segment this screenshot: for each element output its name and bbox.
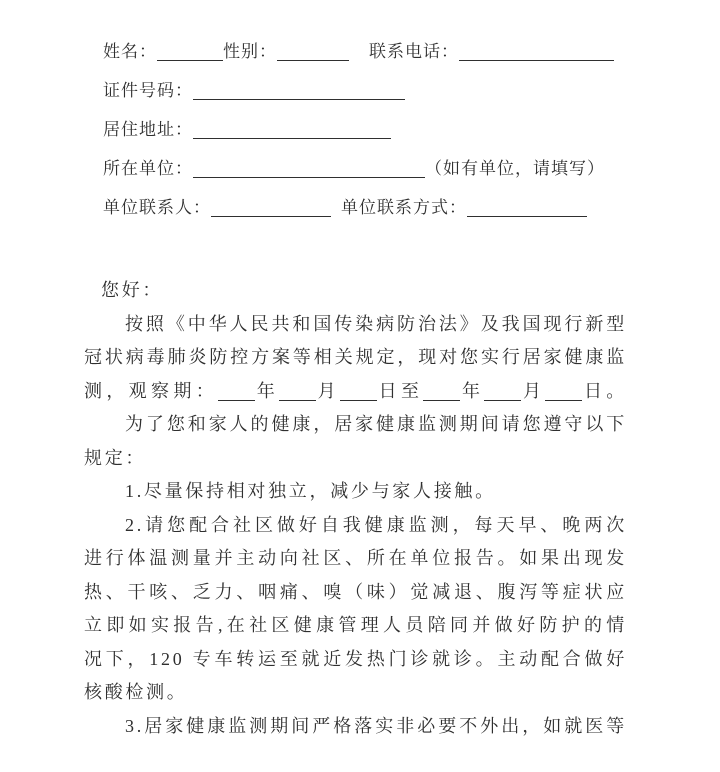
date-blank [484,400,521,401]
doc-line: 进行体温测量并主动向社区、所在单位报告。如果出现发 [84,548,627,568]
year-label: 年 [460,380,485,401]
form-row-address [103,110,720,149]
employer-note: （如有单位，请填写） [425,159,605,178]
name-blank [157,60,223,61]
form-row-employer-contact [103,188,720,227]
form-row-name-gender-phone [103,32,720,71]
notice-body [84,274,627,743]
month-label: 月 [316,380,341,401]
employer-contact-method-label: 单位联系方式： [341,198,467,217]
doc-line: 热、干咳、乏力、咽痛、嗅（味）觉减退、腹泻等症状应 [84,581,627,602]
observation-period-line [84,375,627,409]
employer-blank [193,177,425,178]
day-to-label: 日至 [377,380,424,401]
id-number-label: 证件号码： [103,81,193,100]
gender-label: 性别： [223,42,277,61]
rule-item-3: 3.居家健康监测期间严格落实非必要不外出，如就医等 [125,715,627,736]
doc-line: 为了您和家人的健康，居家健康监测期间请您遵守以下 [125,414,627,434]
doc-line: 冠状病毒肺炎防控方案等相关规定，现对您实行居家健康监 [84,347,627,367]
employer-label: 所在单位： [103,159,193,178]
doc-line: 规定： [84,447,147,468]
employer-contact-blank [211,216,331,217]
date-blank [545,400,582,401]
address-label: 居住地址： [103,120,193,139]
id-number-blank [193,99,405,100]
date-blank [218,400,255,401]
employer-contact-label: 单位联系人： [103,198,211,217]
phone-blank [459,60,614,61]
doc-line: 按照《中华人民共和国传染病防治法》及我国现行新型 [125,313,627,334]
phone-label: 联系电话： [369,42,459,61]
day-end-label: 日。 [582,380,627,401]
observation-prefix: 测，观察期： [84,380,219,401]
rule-item-1: 1.尽量保持相对独立，减少与家人接触。 [125,481,496,501]
month-label: 月 [521,380,546,401]
doc-line: 立即如实报告,在社区健康管理人员陪同并做好防护的情 [84,615,627,635]
date-blank [340,400,377,401]
employer-contact-method-blank [467,216,587,217]
date-blank [279,400,316,401]
doc-line: 况下，120 专车转运至就近发热门诊就诊。主动配合做好 [84,648,627,669]
form-row-id-number [103,71,720,110]
form-row-employer [103,149,720,188]
name-label: 姓名： [103,42,157,61]
salutation-line: 您好： [101,280,164,300]
contact-info-form [103,32,720,227]
gender-blank [277,60,349,61]
address-blank [193,138,391,139]
date-blank [423,400,460,401]
doc-line: 核酸检测。 [84,682,188,702]
rule-item-2: 2.请您配合社区做好自我健康监测，每天早、晚两次 [125,514,627,535]
year-label: 年 [255,380,280,401]
